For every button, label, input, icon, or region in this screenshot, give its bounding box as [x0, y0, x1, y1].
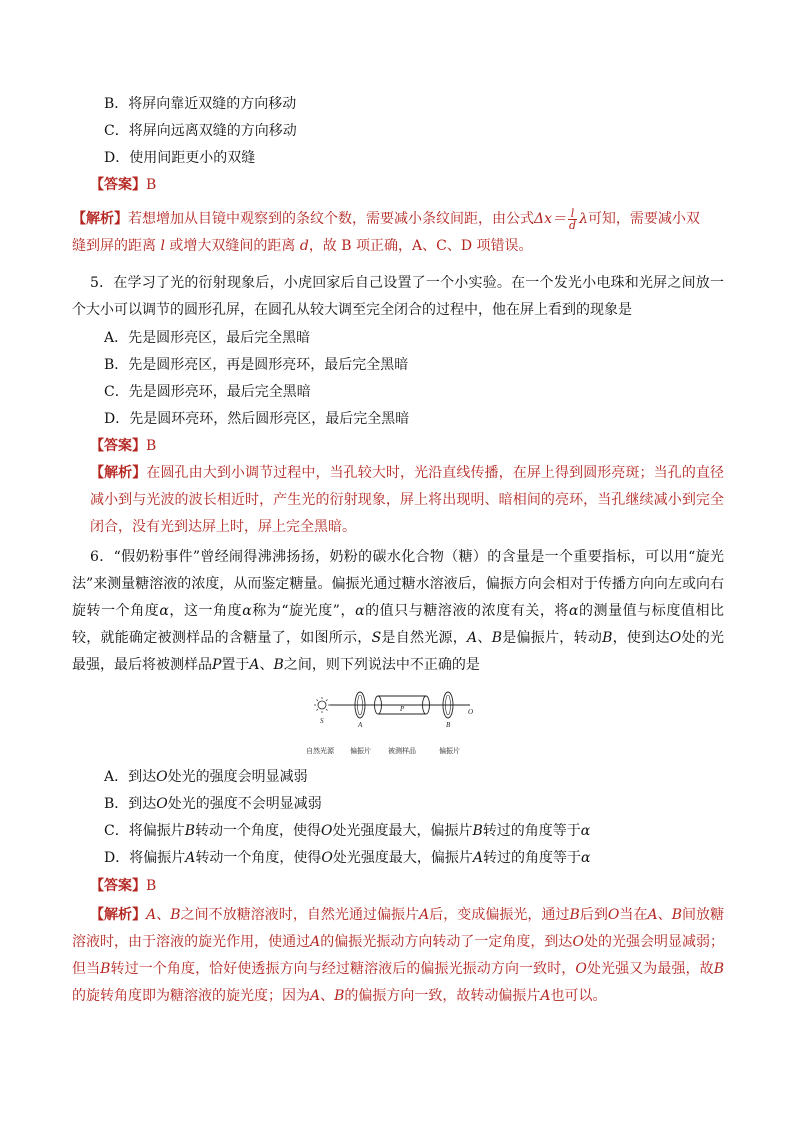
var-a: A [185, 850, 196, 866]
analysis-text: 之间不放糖溶液时，自然光通过偏振片 [180, 907, 420, 923]
analysis-text: 、 [320, 988, 335, 1004]
polarizer-diagram [300, 690, 500, 760]
var-l: l [160, 238, 165, 254]
q6-stem [72, 544, 724, 679]
formula-fraction [568, 208, 577, 231]
q5-analysis [72, 460, 724, 541]
var-b: B [602, 630, 613, 646]
stem-text: 之间，则下列说法中不正确的是 [283, 657, 480, 673]
stem-text: 的测量值与标度值相比较，就能确定被测样品的含糖量了，如图所示， [72, 603, 725, 646]
option-text: C．将偏振片 [104, 823, 185, 839]
stem-text: 、 [477, 630, 492, 646]
var-o: O [575, 961, 587, 977]
answer-tag: 【答案】 [90, 878, 146, 894]
var-b: B [184, 823, 196, 839]
var-o: O [321, 850, 333, 866]
var-alpha: α [568, 603, 579, 619]
formula-numerator: l [568, 208, 577, 220]
var-b: B [334, 988, 345, 1004]
analysis-tag: 【解析】 [90, 465, 147, 481]
var-a: A [146, 907, 157, 923]
q4-option-d: D．使用间距更小的双缝 [104, 150, 256, 166]
var-alpha: α [580, 850, 591, 866]
caption-sample: 被测样品 [388, 747, 416, 755]
var-a: A [540, 988, 551, 1004]
analysis-text: 后到 [579, 907, 608, 923]
stem-text: 称为“旋光度”， [251, 603, 356, 619]
var-o: O [156, 769, 168, 785]
answer-value: B [146, 177, 157, 193]
option-text: B．到达 [104, 796, 157, 812]
q5-option-b: B．先是圆形亮区，再是圆形亮环，最后完全黑暗 [104, 357, 409, 373]
analysis-text: 的旋转角度即为糖溶液的旋光度；因为 [72, 988, 310, 1004]
var-o: O [669, 630, 682, 646]
analysis-text: 、 [156, 907, 171, 923]
sun-icon [314, 697, 330, 713]
stem-text: 是偏振片，转动 [501, 630, 603, 646]
q5-option-c: C．先是圆形亮环，最后完全黑暗 [104, 384, 311, 400]
var-s: S [371, 630, 382, 646]
label-s: S [320, 717, 324, 725]
analysis-text: 处光强又为最强，故 [586, 961, 714, 977]
option-text: 转过的角度等于 [482, 850, 581, 866]
answer-tag: 【答案】 [90, 438, 146, 454]
var-b: B [713, 961, 725, 977]
q6-option-a [104, 767, 308, 787]
analysis-text: 可知，需要减小双 [587, 211, 700, 227]
q5-stem: 5．在学习了光的衍射现象后，小虎回家后自己设置了一个小实验。在一个发光小电珠和光屏之间放一个大小可以调节的圆形孔屏，在圆孔从较大调至完全闭合的过程中，他在屏上看到的现象是 [72, 275, 724, 318]
caption-polarizer-2: 偏振片 [439, 747, 460, 755]
var-b: B [273, 657, 284, 673]
option-text: A．到达 [104, 769, 157, 785]
analysis-tag: 【解析】 [90, 907, 147, 923]
stem-text: 是自然光源， [381, 630, 468, 646]
var-a: A [310, 934, 321, 950]
analysis-text: 在圆孔由大到小调节过程中，当孔较大时，光沿直线传播，在屏上得到圆形亮斑；当孔的直径减小到与光波的波长相近时，产生光的衍射现象，屏上将出现明、暗相间的亮环，当孔继续减小到完全闭合，没有光到达屏上时，屏上完全黑暗。 [90, 465, 725, 535]
caption-polarizer-1: 偏振片 [350, 747, 371, 755]
var-b: B [472, 823, 483, 839]
analysis-text: 若想增加从目镜中观察到的条纹个数，需要减小条纹间距，由公式 [128, 211, 534, 227]
var-alpha: α [355, 603, 365, 619]
answer-tag: 【答案】 [90, 177, 146, 193]
analysis-tag: 【解析】 [72, 211, 128, 227]
option-text: 处光的强度不会明显减弱 [167, 796, 322, 812]
q4-analysis [72, 206, 724, 260]
var-alpha: α [242, 603, 252, 619]
option-text: D．将偏振片 [104, 850, 186, 866]
var-b: B [491, 630, 502, 646]
label-a: A [358, 721, 363, 729]
q6-answer [90, 876, 156, 896]
option-text: 转过的角度等于 [482, 823, 581, 839]
analysis-text: 转过一个角度，恰好使透振方向与经过糖溶液后的偏振光振动方向一致时， [110, 961, 576, 977]
analysis-text: 缝到屏的距离 [72, 238, 156, 254]
q5-answer [90, 436, 156, 456]
q6-option-d [104, 848, 590, 868]
analysis-text: 间放糖溶液时，由于溶液的旋光作用，使通过 [72, 907, 725, 950]
var-p: P [212, 657, 222, 673]
q5-option-a: A．先是圆形亮区，最后完全黑暗 [104, 330, 311, 346]
var-b: B [671, 907, 682, 923]
answer-value: B [146, 878, 157, 894]
analysis-text: 当在 [619, 907, 648, 923]
caption-source: 自然光源 [306, 747, 334, 755]
label-o: O [468, 708, 474, 716]
stem-text: 置于 [221, 657, 250, 673]
q6-option-c [104, 821, 590, 841]
var-alpha: α [580, 823, 591, 839]
var-d: d [299, 238, 309, 254]
formula-delta-x: Δx＝ [534, 211, 567, 227]
stem-text: ，这一角度 [168, 603, 243, 619]
option-text: 处光的强度会明显减弱 [167, 769, 308, 785]
var-a: A [310, 988, 321, 1004]
formula-lambda: λ [579, 211, 588, 227]
stem-text: 6．“假奶粉事件”曾经闹得沸沸扬扬，奶粉的碳水化合物（糖）的含量是一个重要指标，可以用“旋光法”来测量糖溶液的浓度，从而鉴定糖量。偏振光通过糖水溶液后，偏振方向会相对于传播方向向左或向右旋转一个角度 [72, 549, 724, 619]
analysis-text: 也可以。 [550, 988, 607, 1004]
stem-text: 、 [259, 657, 274, 673]
q6-option-b [104, 794, 322, 814]
label-p: P [400, 705, 405, 713]
var-o: O [156, 796, 168, 812]
formula-denominator: d [569, 218, 577, 232]
analysis-text: 的偏振方向一致，故转动偏振片 [344, 988, 541, 1004]
stem-text: 处的光最强，最后将被测样品 [72, 630, 725, 673]
stem-text: 的值只与糖溶液的浓度有关，将 [364, 603, 569, 619]
analysis-text: 处的光强会明显减弱；但当 [72, 934, 725, 977]
var-o: O [572, 934, 584, 950]
q4-answer [90, 175, 156, 195]
var-b: B [569, 907, 580, 923]
q4-option-c: C．将屏向远离双缝的方向移动 [104, 123, 297, 139]
q4-option-b: B．将屏向靠近双缝的方向移动 [104, 96, 297, 112]
analysis-text: 或增大双缝间的距离 [169, 238, 296, 254]
var-o: O [321, 823, 333, 839]
var-b: B [170, 907, 181, 923]
var-alpha: α [159, 603, 169, 619]
q6-analysis [72, 902, 724, 1010]
var-o: O [607, 907, 620, 923]
var-a: A [249, 657, 260, 673]
analysis-text: 的偏振光振动方向转动了一定角度，到达 [320, 934, 573, 950]
label-b: B [446, 721, 451, 729]
option-text: 处光强度最大，偏振片 [332, 823, 473, 839]
stem-text: ，使到达 [612, 630, 670, 646]
var-a: A [419, 907, 430, 923]
analysis-text: ，故 B 项正确，A、C、D 项错误。 [308, 238, 533, 254]
option-text: 转动一个角度，使得 [195, 823, 322, 839]
q5-option-d: D．先是圆环亮环，然后圆形亮区，最后完全黑暗 [104, 411, 410, 427]
var-a: A [467, 630, 478, 646]
answer-value: B [146, 438, 157, 454]
analysis-text: 后，变成偏振光，通过 [429, 907, 570, 923]
option-text: 处光强度最大，偏振片 [332, 850, 473, 866]
option-text: 转动一个角度，使得 [195, 850, 322, 866]
var-b: B [100, 961, 111, 977]
var-a: A [472, 850, 483, 866]
var-a: A [647, 907, 658, 923]
analysis-text: 、 [657, 907, 672, 923]
